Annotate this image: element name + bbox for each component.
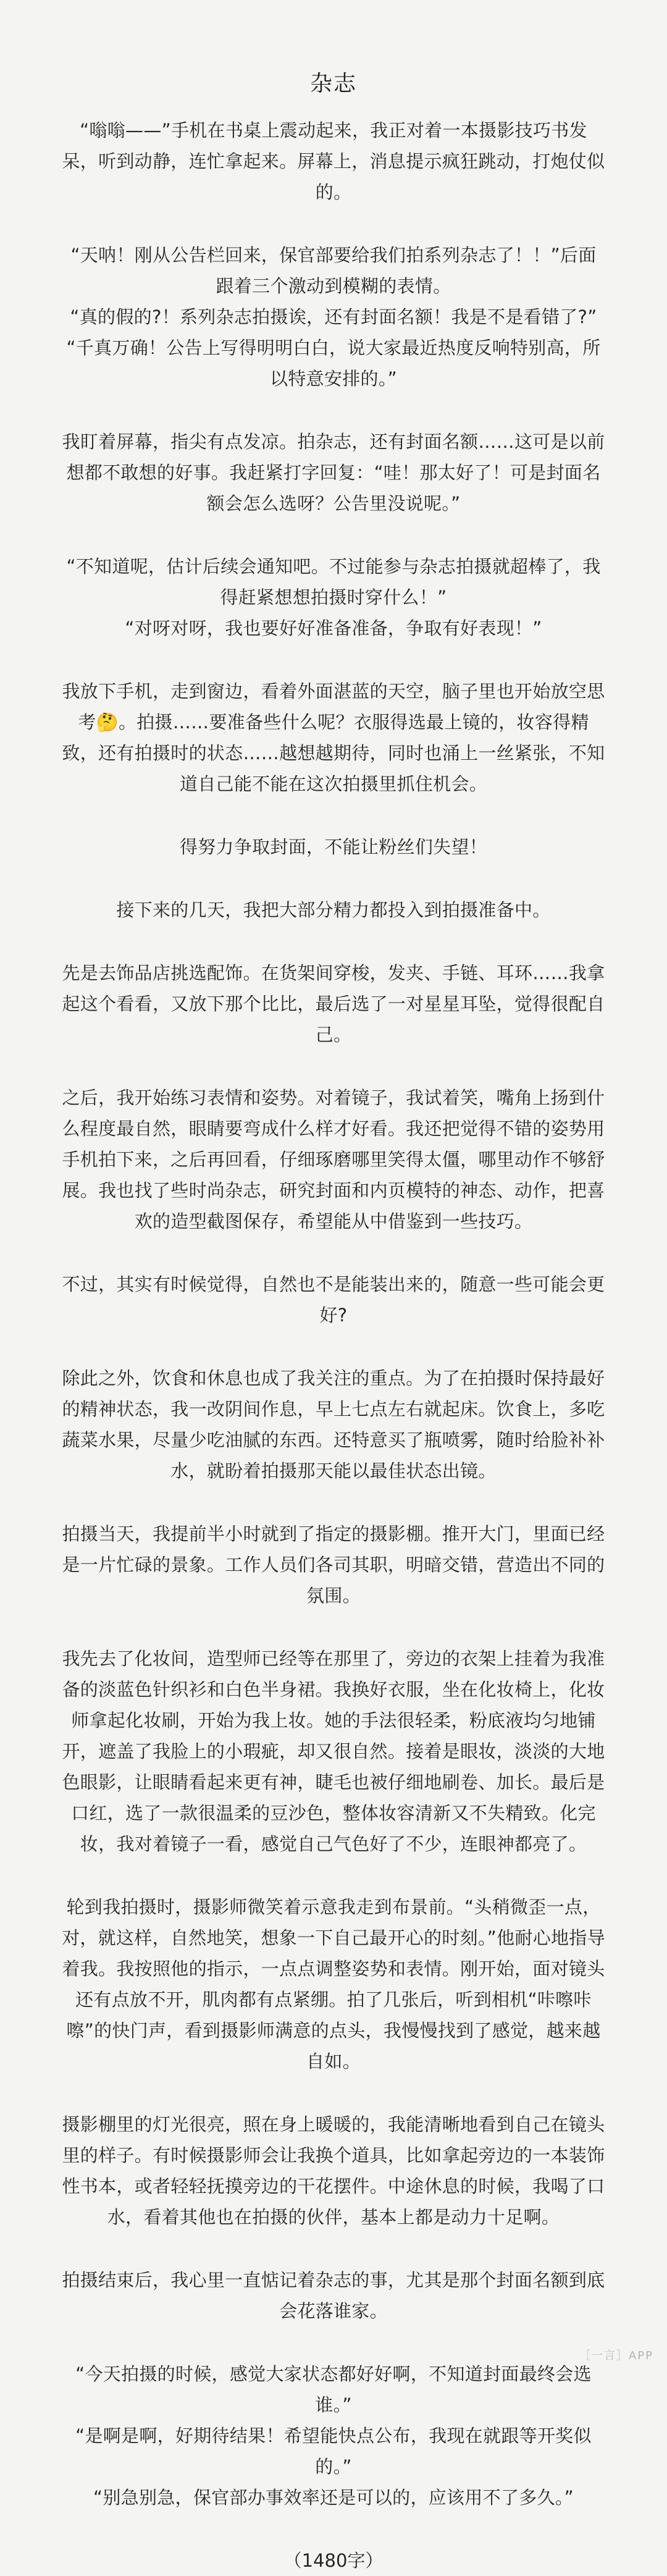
paragraph-line: “天呐！刚从公告栏回来，保官部要给我们拍系列杂志了！！”后面跟着三个激动到模糊的表情。 bbox=[70, 245, 597, 297]
paragraph-line: “千真万确！公告上写得明明白白，说大家最近热度反响特别高，所以特意安排的。” bbox=[66, 337, 601, 389]
paragraph-line: 我放下手机，走到窗边，看着外面湛蓝的天空，脑子里也开始放空思考🤔。拍摄……要准备些什么呢？衣服得选最上镜的，妆容得精致，还有拍摄时的状态……越想越期待，同时也涌上一丝紧张，不知道自己能不能在这次拍摄里抓住机会。 bbox=[62, 681, 605, 794]
paragraph-line: “对呀对呀，我也要好好准备准备，争取有好表现！” bbox=[125, 618, 542, 639]
paragraph-line: “嗡嗡——”手机在书桌上震动起来，我正对着一本摄影技巧书发呆，听到动静，连忙拿起来。屏幕上，消息提示疯狂跳动，打炮仗似的。 bbox=[62, 120, 605, 203]
paragraph bbox=[62, 426, 605, 519]
paragraph-line: “真的假的?！系列杂志拍摄诶，还有封面名额！我是不是看错了?” bbox=[70, 306, 597, 327]
word-count: （1480字） bbox=[283, 2550, 384, 2571]
paragraph-line: 摄影棚里的灯光很亮，照在身上暖暖的，我能清晰地看到自己在镜头里的样子。有时候摄影师会让我换个道具，比如拿起旁边的一本装饰性书本，或者轻轻抚摸旁边的干花摆件。中途休息的时候，我喝了口水，看着其他也在拍摄的伙伴，基本上都是动力十足啊。 bbox=[62, 2114, 605, 2228]
paragraph-line: 拍摄当天，我提前半小时就到了指定的摄影棚。推开大门，里面已经是一片忙碌的景象。工作人员们各司其职，明暗交错，营造出不同的氛围。 bbox=[62, 1523, 605, 1606]
paragraph bbox=[62, 1082, 605, 1237]
paragraph bbox=[62, 2265, 605, 2326]
paragraph bbox=[62, 240, 605, 394]
paragraph bbox=[62, 2109, 605, 2233]
paragraph-line: 之后，我开始练习表情和姿势。对着镜子，我试着笑，嘴角上扬到什么程度最自然，眼睛要弯成什么样才好看。我还把觉得不错的姿势用手机拍下来，之后再回看，仔细琢磨哪里笑得太僵，哪里动作不够舒展。我也找了些时尚杂志，研究封面和内页模特的神态、动作，把喜欢的造型截图保存，希望能从中借鉴到一些技巧。 bbox=[62, 1087, 605, 1232]
paragraph-line: 接下来的几天，我把大部分精力都投入到拍摄准备中。 bbox=[116, 899, 551, 920]
app-watermark: ［一言］APP bbox=[579, 2349, 653, 2362]
paragraph bbox=[62, 894, 605, 925]
paragraph-line: 轮到我拍摄时，摄影师微笑着示意我走到布景前。“头稍微歪一点，对，就这样，自然地笑，想象一下自己最开心的时刻。”他耐心地指导着我。我按照他的指示，一点点调整姿势和表情。刚开始，面对镜头还有点放不开，肌肉都有点紧绷。拍了几张后，听到相机“咔嚓咔嚓”的快门声，看到摄影师满意的点头，我慢慢找到了感觉，越来越自如。 bbox=[62, 1896, 605, 2072]
paragraph-line: “别急别急，保官部办事效率还是可以的，应该用不了多久。” bbox=[93, 2487, 574, 2508]
paragraph-line: 我盯着屏幕，指尖有点发凉。拍杂志，还有封面名额……这可是以前想都不敢想的好事。我赶紧打字回复：“哇！那太好了！可是封面名额会怎么选呀？公告里没说呢。” bbox=[62, 431, 605, 514]
paragraph-line: 除此之外，饮食和休息也成了我关注的重点。为了在拍摄时保持最好的精神状态，我一改阴间作息，早上七点左右就起床。饮食上，多吃蔬菜水果，尽量少吃油腻的东西。还特意买了瓶喷雾，随时给脸补补水，就盼着拍摄那天能以最佳状态出镜。 bbox=[62, 1368, 605, 1481]
paragraph-line: 我先去了化妆间，造型师已经等在那里了，旁边的衣架上挂着为我准备的淡蓝色针织衫和白色半身裙。我换好衣服，坐在化妆椅上，化妆师拿起化妆刷，开始为我上妆。她的手法很轻柔，粉底液均匀地铺开，遮盖了我脸上的小瑕疵，却又很自然。接着是眼妆，淡淡的大地色眼影，让眼睛看起来更有神，睫毛也被仔细地刷卷、加长。最后是口红，选了一款很温柔的豆沙色，整体妆容清新又不失精致。化完妆，我对着镜子一看，感觉自己气色好了不少，连眼神都亮了。 bbox=[62, 1648, 605, 1854]
article-title: 杂志 bbox=[309, 71, 357, 96]
article-body bbox=[62, 115, 605, 2576]
paragraph bbox=[62, 551, 605, 644]
paragraph bbox=[62, 1892, 605, 2077]
paragraph bbox=[62, 115, 605, 208]
paragraph bbox=[62, 2359, 605, 2513]
paragraph bbox=[62, 1518, 605, 1611]
paragraph-line: 先是去饰品店挑选配饰。在货架间穿梭，发夹、手链、耳环……我拿起这个看看，又放下那个比比，最后选了一对星星耳坠，觉得很配自己。 bbox=[62, 962, 605, 1045]
paragraph-line: 不过，其实有时候觉得，自然也不是能装出来的，随意一些可能会更好? bbox=[62, 1274, 605, 1326]
paragraph-line: 拍摄结束后，我心里一直惦记着杂志的事，尤其是那个封面名额到底会花落谁家。 bbox=[62, 2270, 605, 2321]
paragraph-line: “今天拍摄的时候，感觉大家状态都好好啊，不知道封面最终会选谁。” bbox=[75, 2363, 592, 2415]
paragraph bbox=[62, 958, 605, 1050]
paragraph bbox=[62, 831, 605, 862]
paragraph-line: “不知道呢，估计后续会通知吧。不过能参与杂志拍摄就超棒了，我得赶紧想想拍摄时穿什么！” bbox=[66, 556, 601, 608]
paragraph-line: “是啊是啊，好期待结果！希望能快点公布，我现在就跟等开奖似的。” bbox=[75, 2425, 592, 2477]
paragraph bbox=[62, 1269, 605, 1331]
paragraph bbox=[62, 676, 605, 799]
paragraph bbox=[62, 1363, 605, 1486]
paragraph-line: 得努力争取封面，不能让粉丝们失望！ bbox=[179, 836, 488, 857]
paragraph bbox=[62, 1643, 605, 1859]
